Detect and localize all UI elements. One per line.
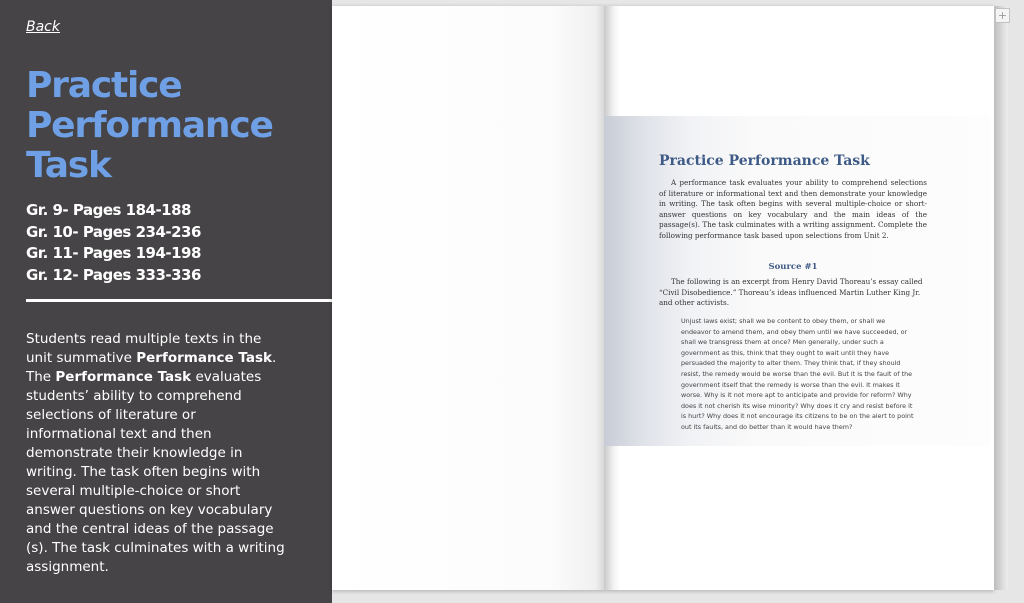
book-spread	[332, 6, 994, 590]
book-viewer	[332, 0, 1024, 603]
scan-quote: Unjust laws exist; shall we be content to obey them, or shall we endeavor to amend them, and obey them until we have succeeded, or shall we transgress them at once? Men generally, under such a government as this, think that they ought to wait until they have persuaded the majority to alter them. They think that, if they should resist, the remedy would be worse than the evil. But it is the fault of the government itself that the remedy is worse than the evil. It makes it worse. Why is it not more apt to anticipate and provide for reform? Why does it not cherish its wise minority? Why does it cry and resist before it is hurt? Why does it not encourage its citizens to be on the alert to point out its faults, and do better than it would have them?	[681, 317, 914, 431]
page-list-item-grade-9: Gr. 9- Pages 184-188	[26, 201, 191, 219]
description-bold-2: Performance Task	[55, 369, 192, 385]
plus-icon: +	[997, 9, 1008, 22]
page-title: Practice Performance Task	[26, 65, 273, 186]
scan-title: Practice Performance Task	[659, 153, 870, 169]
page-list-item-grade-10: Gr. 10- Pages 234-236	[26, 222, 201, 241]
scan-source-heading: Source #1	[768, 262, 818, 272]
scanned-page-image	[604, 116, 990, 446]
description-text	[26, 330, 288, 577]
page-list-item-grade-11: Gr. 11- Pages 194-198	[26, 244, 201, 262]
scan-source-lead: The following is an excerpt from Henry David Thoreau’s essay called “Civil Disobedience.” Thoreau’s ideas influenced Martin Luther King Jr. and other activists.	[659, 277, 923, 308]
scan-intro-paragraph: A performance task evaluates your ability to comprehend selections of literature or informational text and then demonstrate your knowledge in writing. The task often begins with several multiple-choice or short-answer questions on key vocabulary and the main ideas of the passage(s). The task culminates with a writing assignment. Complete the following performance task based upon selections from Unit 2.	[659, 178, 927, 240]
divider	[26, 299, 332, 302]
page-stack-edge	[994, 6, 1008, 590]
page-corner-button[interactable]	[995, 8, 1010, 23]
description-part-3: evaluates students’ ability to comprehend selections of literature or informational text and then demonstrate their knowledge in writing. The task often begins with several multiple-choice or short answer questions on key vocabulary and the central ideas of the passage (s). The task culminates with a writing assignment.	[26, 369, 285, 575]
left-page[interactable]	[332, 6, 604, 590]
back-link[interactable]: Back	[26, 19, 60, 35]
description-part-2: . The	[26, 350, 277, 385]
description-part-1: Students read multiple texts in the unit summative	[26, 331, 262, 366]
page-list-item-grade-12: Gr. 12- Pages 333-336	[26, 265, 201, 284]
description-bold-1: Performance Task	[136, 350, 273, 366]
page-list	[26, 200, 201, 286]
sidebar	[0, 0, 332, 603]
